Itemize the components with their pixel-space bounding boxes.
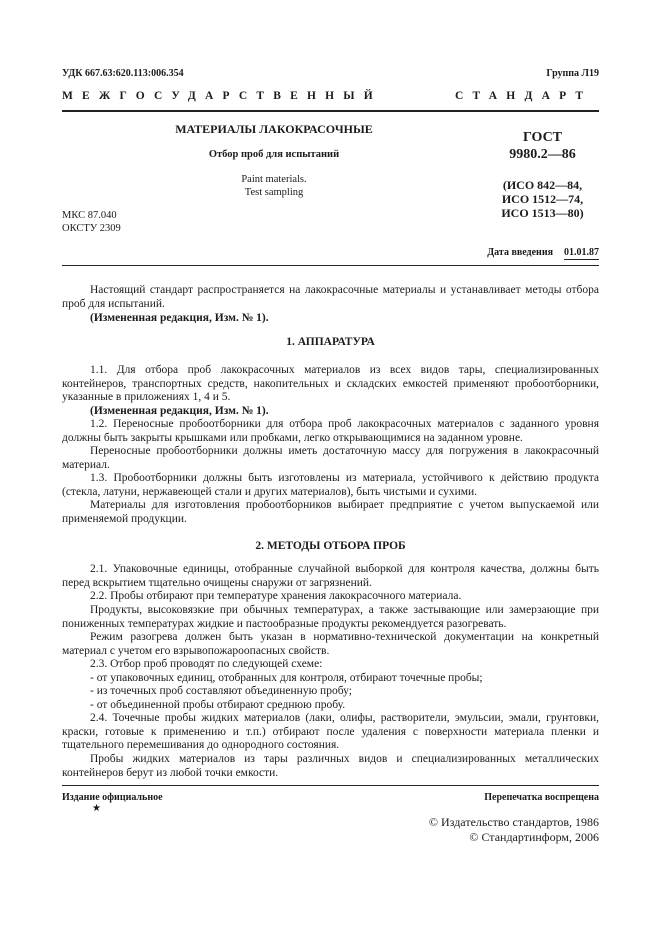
para-1-2: 1.2. Переносные пробоотборники для отбора проб лакокрасочных материалов с заданного уровня должны быть закрыты крышками или пробками, легко открывающимися на заданном уровне. bbox=[62, 418, 599, 444]
copyright-1: © Издательство стандартов, 1986 bbox=[428, 815, 599, 829]
mks-code: МКС 87.040 bbox=[62, 210, 117, 221]
header-mezh: МЕЖГОСУДАРСТВЕННЫЙ bbox=[62, 90, 382, 102]
para-1-3: 1.3. Пробоотборники должны быть изготовлены из материала, устойчивого к действию продукта (стекла, латуни, нержавеющей стали и других материалов), быть чистыми и сухими. bbox=[62, 472, 599, 498]
effective-date-value: 01.01.87 bbox=[564, 247, 599, 258]
header-rule bbox=[62, 110, 599, 112]
group-code: Группа Л19 bbox=[546, 68, 599, 79]
para-2-2: 2.2. Пробы отбирают при температуре хранения лакокрасочного материала. bbox=[90, 590, 462, 602]
effective-date bbox=[62, 247, 599, 258]
para-1-1-revision: (Измененная редакция, Изм. № 1). bbox=[90, 405, 269, 417]
gost-label: ГОСТ bbox=[522, 130, 563, 145]
gost-number: 9980.2—86 bbox=[509, 147, 576, 162]
title-rule bbox=[62, 265, 599, 266]
para-2-2b: Продукты, высоковязкие при обычных температурах, а также застывающие или замерзающие при пониженных температурах жидкие и пастообразные продукты рекомендуется разогревать. bbox=[62, 604, 599, 630]
en-title-1: Paint materials. bbox=[241, 174, 307, 185]
list-item-2-3c: - от объединенной пробы отбирают среднюю пробу. bbox=[90, 699, 346, 711]
reprint-notice: Перепечатка воспрещена bbox=[484, 792, 599, 803]
para-2-3: 2.3. Отбор проб проводят по следующей схеме: bbox=[90, 658, 323, 670]
para-1-1: 1.1. Для отбора проб лакокрасочных материалов из всех видов тары, специализированных контейнеров, транспортных средств, накопительных и складских емкостей применяют пробоотборники, указанные в приложениях 1, 4 и 5. bbox=[62, 364, 599, 404]
header-standard: СТАНДАРТ bbox=[455, 90, 593, 102]
para-1-2b: Переносные пробоотборники должны иметь достаточную массу для погружения в лакокрасочный материал. bbox=[62, 445, 599, 471]
official-edition: Издание официальное bbox=[62, 792, 163, 803]
section-1-title: 1. АППАРАТУРА bbox=[286, 336, 375, 348]
iso-ref-1: (ИСО 842—84, bbox=[502, 178, 583, 192]
list-item-2-3b: - из точечных проб составляют объединенную пробу; bbox=[90, 685, 352, 697]
section-2-title: 2. МЕТОДЫ ОТБОРА ПРОБ bbox=[255, 540, 406, 552]
para-2-1: 2.1. Упаковочные единицы, отобранные случайной выборкой для контроля качества, должны быть перед вскрытием тщательно очищены снаружи от загрязнений. bbox=[62, 563, 599, 589]
iso-ref-2: ИСО 1512—74, bbox=[501, 192, 584, 206]
udk-code: УДК 667.63:620.113:006.354 bbox=[62, 68, 184, 79]
para-2-2c: Режим разогрева должен быть указан в нормативно-технической документации на конкретный материал с учетом его взрывопожароопасных свойств. bbox=[62, 631, 599, 657]
okstu-code: ОКСТУ 2309 bbox=[62, 223, 121, 234]
doc-subtitle: Отбор проб для испытаний bbox=[208, 149, 340, 160]
copyright-2: © Стандартинформ, 2006 bbox=[469, 830, 599, 844]
en-title-2: Test sampling bbox=[244, 187, 304, 198]
para-1-3b: Материалы для изготовления пробоотборников выбирает предприятие с учетом выпускаемой или применяемой продукции. bbox=[62, 499, 599, 525]
list-item-2-3a: - от упаковочных единиц, отобранных для контроля, отбирают точечные пробы; bbox=[90, 672, 483, 684]
para-2-4b: Пробы жидких материалов из тары различных видов и специализированных металлических контейнеров берут из любой точки емкости. bbox=[62, 753, 599, 779]
iso-ref-3: ИСО 1513—80) bbox=[501, 206, 584, 220]
intro-paragraph: Настоящий стандарт распространяется на лакокрасочные материалы и устанавливает методы отбора проб для испытаний. bbox=[62, 284, 599, 310]
footer-rule bbox=[62, 785, 599, 786]
star-mark: ★ bbox=[92, 803, 101, 814]
doc-title: МАТЕРИАЛЫ ЛАКОКРАСОЧНЫЕ bbox=[175, 122, 373, 136]
effective-date-label: Дата введения bbox=[487, 247, 553, 258]
para-2-4: 2.4. Точечные пробы жидких материалов (лаки, олифы, растворители, эмульсии, эмали, грунтовки, краски, готовые к применению и т.п.) отбирают после удаления с поверхности материала пленки и тщательного перемешивания до однородного состояния. bbox=[62, 712, 599, 752]
intro-revision: (Измененная редакция, Изм. № 1). bbox=[90, 312, 269, 324]
